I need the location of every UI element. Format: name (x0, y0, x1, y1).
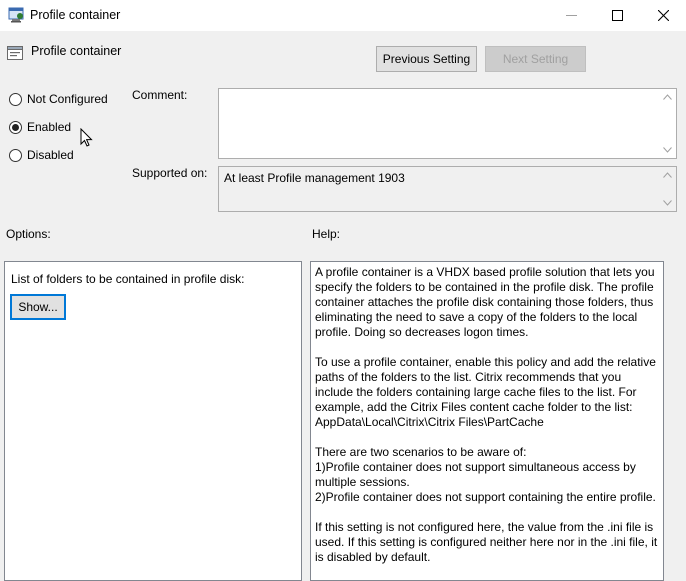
enabled-radio[interactable] (9, 120, 71, 134)
app-policy-icon (8, 7, 25, 23)
supported-on-label: Supported on: (132, 166, 208, 180)
comment-input[interactable] (218, 88, 677, 159)
disabled-label: Disabled (27, 148, 74, 162)
supported-on-field (218, 166, 677, 212)
options-panel (4, 261, 302, 581)
folder-list-label: List of folders to be contained in profile disk: (11, 272, 245, 286)
help-paragraph: If this setting is not configured here, the value from the .ini file is used. If this setting is configured neither here nor in the .ini file, it is disabled by default. (315, 520, 658, 564)
scroll-down-icon (663, 200, 672, 206)
help-label: Help: (312, 227, 341, 241)
minimize-button[interactable] (548, 0, 594, 31)
scroll-up-icon (663, 172, 672, 178)
maximize-button[interactable] (594, 0, 640, 31)
radio-selected-dot (12, 124, 19, 131)
disabled-radio[interactable] (9, 148, 74, 162)
title-bar (0, 0, 686, 31)
comment-scrollbar[interactable] (659, 89, 676, 158)
help-text (315, 265, 661, 580)
not-configured-label: Not Configured (27, 92, 108, 106)
scroll-down-icon (663, 147, 672, 153)
maximize-icon (612, 10, 623, 21)
next-setting-button[interactable]: Next Setting (485, 46, 586, 72)
enabled-label: Enabled (27, 120, 72, 134)
close-button[interactable] (640, 0, 686, 31)
help-paragraph: A profile container is a VHDX based profile solution that lets you specify the folders to be contained in the profile disk. The profile container attaches the profile disk containing those folders, thus eliminating the need to save a copy of the folders to the local profile. Doing so decreases logon times. (315, 265, 655, 339)
mouse-cursor-icon (80, 128, 94, 148)
previous-setting-button[interactable]: Previous Setting (376, 46, 477, 72)
options-label: Options: (6, 227, 51, 241)
supported-on-value: At least Profile management 1903 (224, 171, 405, 185)
help-panel (310, 261, 664, 581)
supported-scrollbar[interactable] (659, 167, 676, 211)
window-title: Profile container (30, 8, 121, 22)
policy-name: Profile container (31, 44, 122, 58)
scroll-up-icon (663, 94, 672, 100)
close-icon (658, 10, 669, 21)
help-paragraph: There are two scenarios to be aware of: 1)Profile container does not support simultaneous access by multiple sessions. 2)Profile container does not support containing the entire profile. (315, 445, 656, 504)
policy-setting-icon (7, 45, 23, 61)
show-folders-button[interactable]: Show... (10, 294, 66, 320)
not-configured-radio[interactable] (9, 92, 108, 106)
minimize-icon (566, 10, 577, 21)
comment-label: Comment: (132, 88, 188, 102)
help-paragraph: To use a profile container, enable this policy and add the relative paths of the folders to the list. Citrix recommends that you include the folders containing large cache files to the list. For example, add the Citrix Files content cache folder to the list: AppData\Local\Citrix\Citrix Files\PartCache (315, 355, 656, 429)
